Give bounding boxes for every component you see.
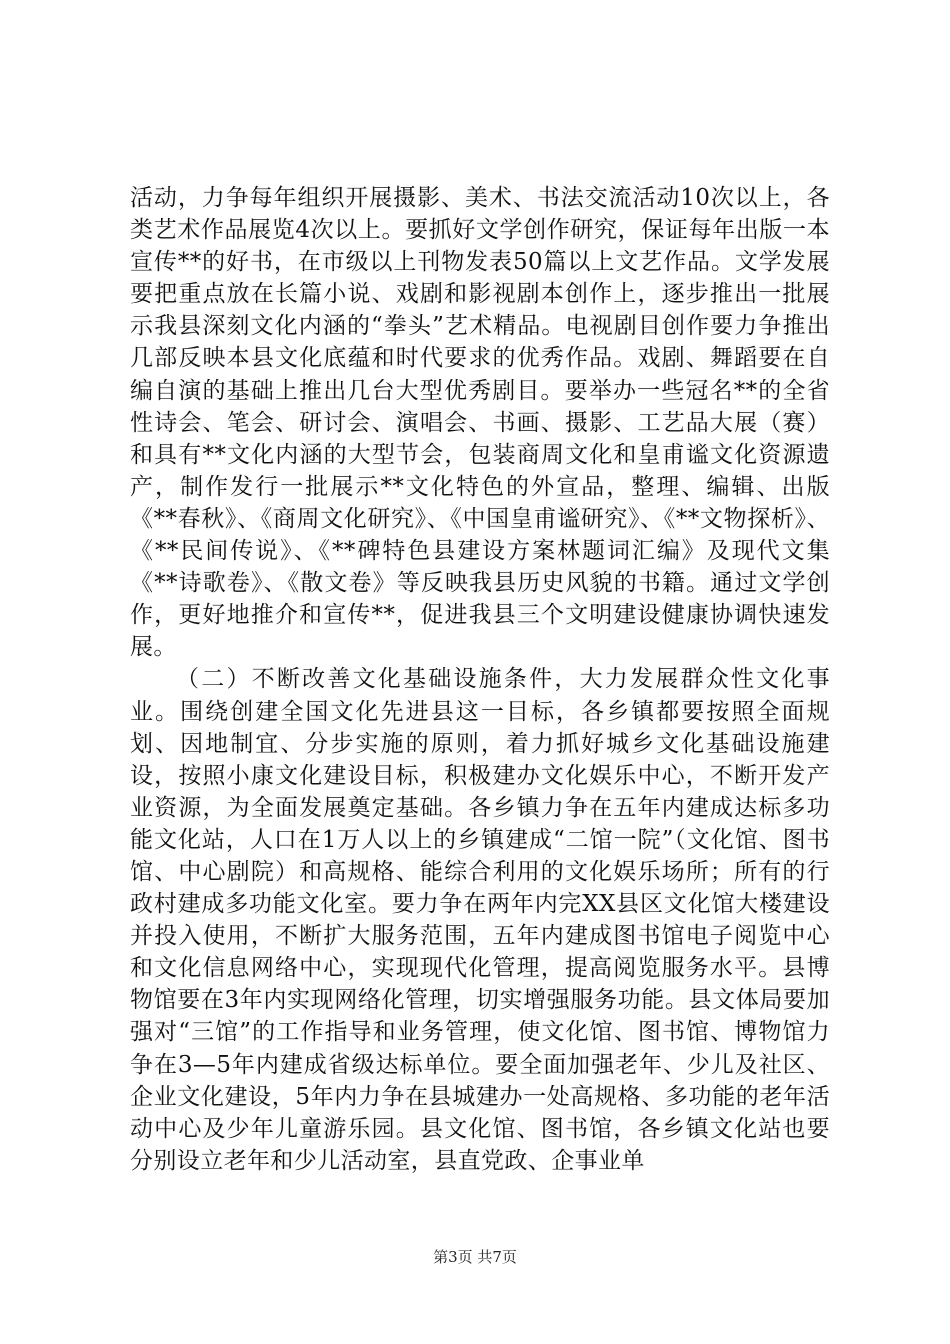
paragraph-cultural-infrastructure: （二）不断改善文化基础设施条件，大力发展群众性文化事业。围绕创建全国文化先进县这一目标，各乡镇都要按照全面规划、因地制宜、分步实施的原则，着力抓好城乡文化基础设施建设，按照小康文化建设目标，积极建办文化娱乐中心，不断开发产业资源，为全面发展奠定基础。各乡镇力争在五年内建成达标多功能文化站，人口在1万人以上的乡镇建成“二馆一院”（文化馆、图书馆、中心剧院）和高规格、能综合利用的文化娱乐场所；所有的行政村建成多功能文化室。要力争在两年内完XX县区文化馆大楼建设并投入使用，不断扩大服务范围，五年内建成图书馆电子阅览中心和文化信息网络中心，实现现代化管理，提高阅览服务水平。县博物馆要在3年内实现网络化管理，切实增强服务功能。县文体局要加强对“三馆”的工作指导和业务管理，使文化馆、图书馆、博物馆力争在3—5年内建成省级达标单位。要全面加强老年、少儿及社区、企业文化建设，5年内力争在县城建办一处高规格、多功能的老年活动中心及少年儿童游乐园。县文化馆、图书馆，各乡镇文化站也要分别设立老年和少儿活动室，县直党政、企事业单 xyxy=(130,666,830,1174)
paragraph-literary-creation: 活动，力争每年组织开展摄影、美术、书法交流活动10次以上，各类艺术作品展览4次以上。要抓好文学创作研究，保证每年出版一本宣传**的好书，在市级以上刊物发表50篇以上文艺作品。文学发展要把重点放在长篇小说、戏剧和影视剧本创作上，逐步推出一批展示我县深刻文化内涵的“拳头”艺术精品。电视剧目创作要力争推出几部反映本县文化底蕴和时代要求的优秀作品。戏剧、舞蹈要在自编自演的基础上推出几台大型优秀剧目。要举办一些冠名**的全省性诗会、笔会、研讨会、演唱会、书画、摄影、工艺品大展（赛）和具有**文化内涵的大型节会，包装商周文化和皇甫谧文化资源遗产，制作发行一批展示**文化特色的外宣品，整理、编辑、出版《**春秋》、《商周文化研究》、《中国皇甫谧研究》、《**文物探析》、《**民间传说》、《**碑特色县建设方案林题词汇编》及现代文集《**诗歌卷》、《散文卷》等反映我县历史风貌的书籍。通过文学创作，更好地推介和宣传**，促进我县三个文明建设健康协调快速发展。 xyxy=(130,185,830,661)
body-text xyxy=(130,182,830,1177)
page-number-footer: 第3页 共7页 xyxy=(433,1248,517,1266)
